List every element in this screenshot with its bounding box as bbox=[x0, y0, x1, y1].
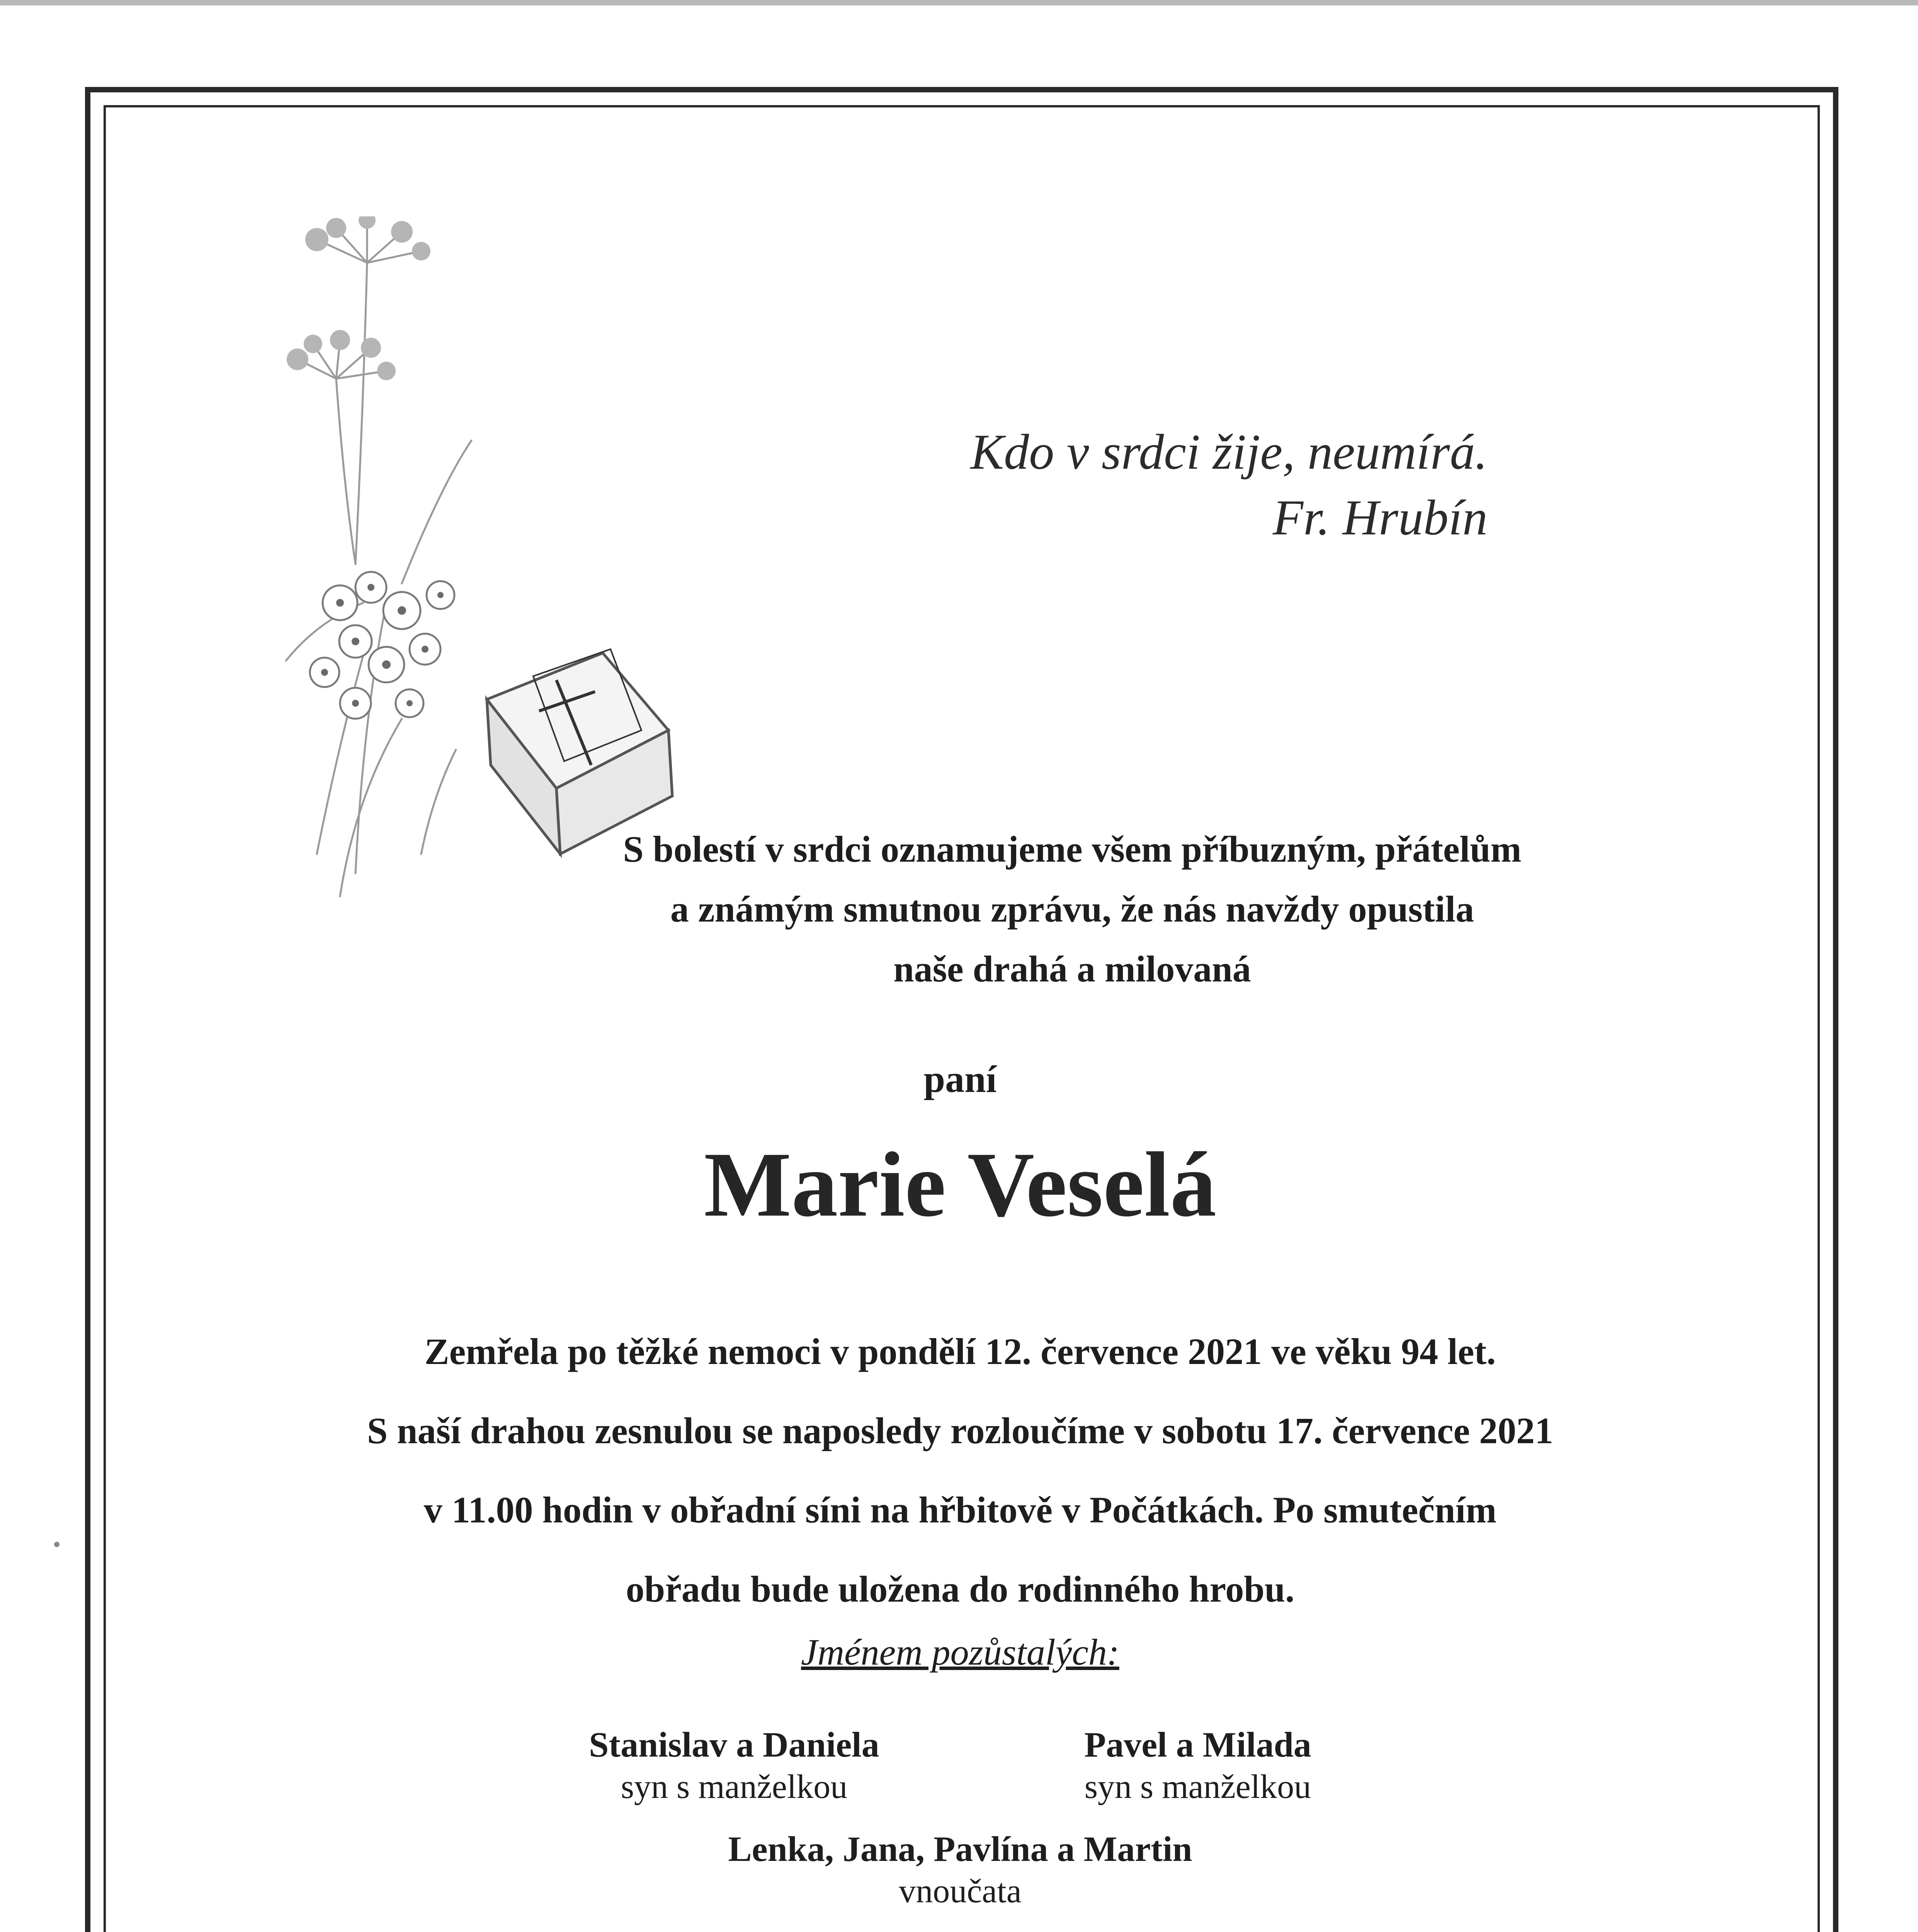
memorial-quote bbox=[850, 419, 1488, 551]
quote-author: Fr. Hrubín bbox=[1272, 490, 1488, 546]
announcement-line: a známým smutnou zprávu, že nás navždy opustila bbox=[670, 888, 1474, 930]
mourner-entry bbox=[1005, 1723, 1391, 1808]
deceased-name: Marie Veselá bbox=[704, 1133, 1217, 1236]
flowers-bible-illustration bbox=[240, 216, 676, 904]
funeral-details bbox=[193, 1312, 1727, 1629]
mourner-relation: vnoučata bbox=[899, 1872, 1022, 1910]
mourner-name: Pavel a Milada bbox=[1084, 1725, 1311, 1764]
scan-edge bbox=[0, 0, 1918, 5]
mourner-entry bbox=[116, 1828, 1804, 1913]
on-behalf-heading: Jménem pozůstalých: bbox=[801, 1631, 1119, 1673]
details-line: v 11.00 hodin v obřadní síni na hřbitově v Počátkách. Po smutečním bbox=[423, 1489, 1497, 1531]
honorific: paní bbox=[923, 1058, 997, 1100]
mourner-name: Stanislav a Daniela bbox=[589, 1725, 879, 1764]
mourner-name: Lenka, Jana, Pavlína a Martin bbox=[728, 1829, 1192, 1869]
details-line: Zemřela po těžké nemoci v pondělí 12. července 2021 ve věku 94 let. bbox=[424, 1331, 1496, 1372]
mourner-relation: syn s manželkou bbox=[621, 1768, 848, 1806]
announcement bbox=[522, 819, 1623, 999]
details-line: obřadu bude uložena do rodinného hrobu. bbox=[626, 1568, 1295, 1610]
mourner-entry bbox=[522, 1723, 947, 1808]
scan-speck bbox=[54, 1542, 60, 1547]
quote-text: Kdo v srdci žije, neumírá. bbox=[970, 424, 1488, 480]
details-line: S naší drahou zesnulou se naposledy rozloučíme v sobotu 17. července 2021 bbox=[367, 1410, 1554, 1451]
mourner-relation: syn s manželkou bbox=[1084, 1768, 1311, 1806]
announcement-line: S bolestí v srdci oznamujeme všem příbuzným, přátelům bbox=[623, 828, 1522, 870]
announcement-line: naše drahá a milovaná bbox=[893, 948, 1251, 990]
